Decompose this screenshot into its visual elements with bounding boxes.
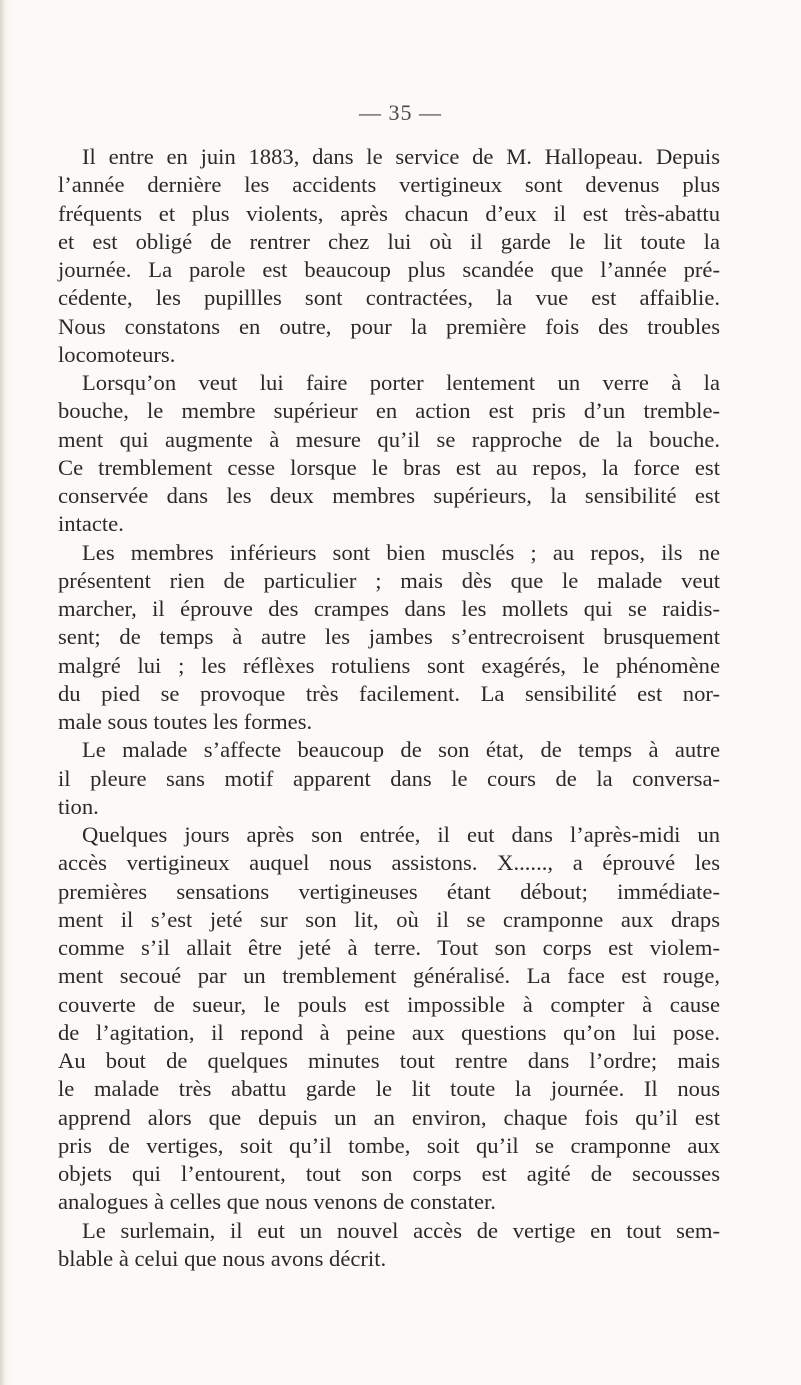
text-line: l’année dernière les accidents vertigineux sont devenus plus <box>58 172 720 198</box>
page-number: — 35 — <box>359 100 442 125</box>
text-line: apprend alors que depuis un an environ, chaque fois qu’il est <box>58 1104 720 1130</box>
text-line: ment secoué par un tremblement généralisé. La face est rouge, <box>58 963 720 989</box>
text-line: fréquents et plus violents, après chacun d’eux il est très-abattu <box>58 200 720 226</box>
text-line: comme s’il allait être jeté à terre. Tout son corps est violem- <box>58 935 720 960</box>
text-line: cédente, les pupillles sont contractées, la vue est affaiblie. <box>58 285 720 311</box>
text-line: de l’agitation, il repond à peine aux questions qu’on lui pose. <box>58 1019 720 1045</box>
text-line: tion. <box>58 793 99 819</box>
text-line: pris de vertiges, soit qu’il tombe, soit qu’il se cramponne aux <box>58 1132 720 1158</box>
text-line: présentent rien de particulier ; mais dès que le malade veut <box>58 567 720 593</box>
text-line: Le malade s’affecte beaucoup de son état, de temps à autre <box>82 737 720 763</box>
text-line: Nous constatons en outre, pour la première fois des troubles <box>58 313 720 339</box>
text-line: Lorsqu’on veut lui faire porter lentement un verre à la <box>82 370 720 395</box>
text-line: il pleure sans motif apparent dans le cours de la conversa- <box>58 765 720 791</box>
text-line: blable à celui que nous avons décrit. <box>58 1245 387 1271</box>
text-line: analogues à celles que nous venons de constater. <box>58 1189 496 1215</box>
text-line: du pied se provoque très facilement. La sensibilité est nor- <box>58 680 720 706</box>
page-edge-shadow <box>0 0 6 1385</box>
text-line: Au bout de quelques minutes tout rentre dans l’ordre; mais <box>58 1048 720 1073</box>
text-line: premières sensations vertigineuses étant débout; immédiate- <box>58 878 720 904</box>
text-line: Il entre en juin 1883, dans le service de M. Hallopeau. Depuis <box>82 144 720 169</box>
text-line: Les membres inférieurs sont bien musclés ; au repos, ils ne <box>82 539 720 565</box>
text-line: locomoteurs. <box>58 341 176 367</box>
text-line: couverte de sueur, le pouls est impossible à compter à cause <box>58 991 720 1017</box>
text-line: Ce tremblement cesse lorsque le bras est au repos, la force est <box>58 454 720 480</box>
text-line: ment qui augmente à mesure qu’il se rapproche de la bouche. <box>58 426 720 452</box>
body-text <box>58 143 720 1273</box>
text-line: objets qui l’entourent, tout son corps est agité de secousses <box>58 1161 720 1186</box>
text-line: Quelques jours après son entrée, il eut dans l’après-midi un <box>82 822 720 847</box>
text-line: malgré lui ; les réflèxes rotuliens sont exagérés, le phénomène <box>58 652 720 678</box>
text-line: Le surlemain, il eut un nouvel accès de vertige en tout sem- <box>82 1217 720 1243</box>
text-line: sent; de temps à autre les jambes s’entrecroisent brusquement <box>58 624 720 650</box>
text-line: le malade très abattu garde le lit toute la journée. Il nous <box>58 1076 720 1102</box>
text-line: bouche, le membre supérieur en action est pris d’un tremble- <box>58 398 720 424</box>
text-line: marcher, il éprouve des crampes dans les mollets qui se raidis- <box>58 596 720 621</box>
text-line: et est obligé de rentrer chez lui où il garde le lit toute la <box>58 228 720 254</box>
text-line: male sous toutes les formes. <box>58 709 313 734</box>
text-line: journée. La parole est beaucoup plus scandée que l’année pré- <box>58 257 720 282</box>
text-line: ment il s’est jeté sur son lit, où il se cramponne aux draps <box>58 906 720 932</box>
text-line: intacte. <box>58 511 124 537</box>
text-line: conservée dans les deux membres supérieurs, la sensibilité est <box>58 483 720 508</box>
text-line: accès vertigineux auquel nous assistons. X......, a éprouvé les <box>58 850 720 876</box>
